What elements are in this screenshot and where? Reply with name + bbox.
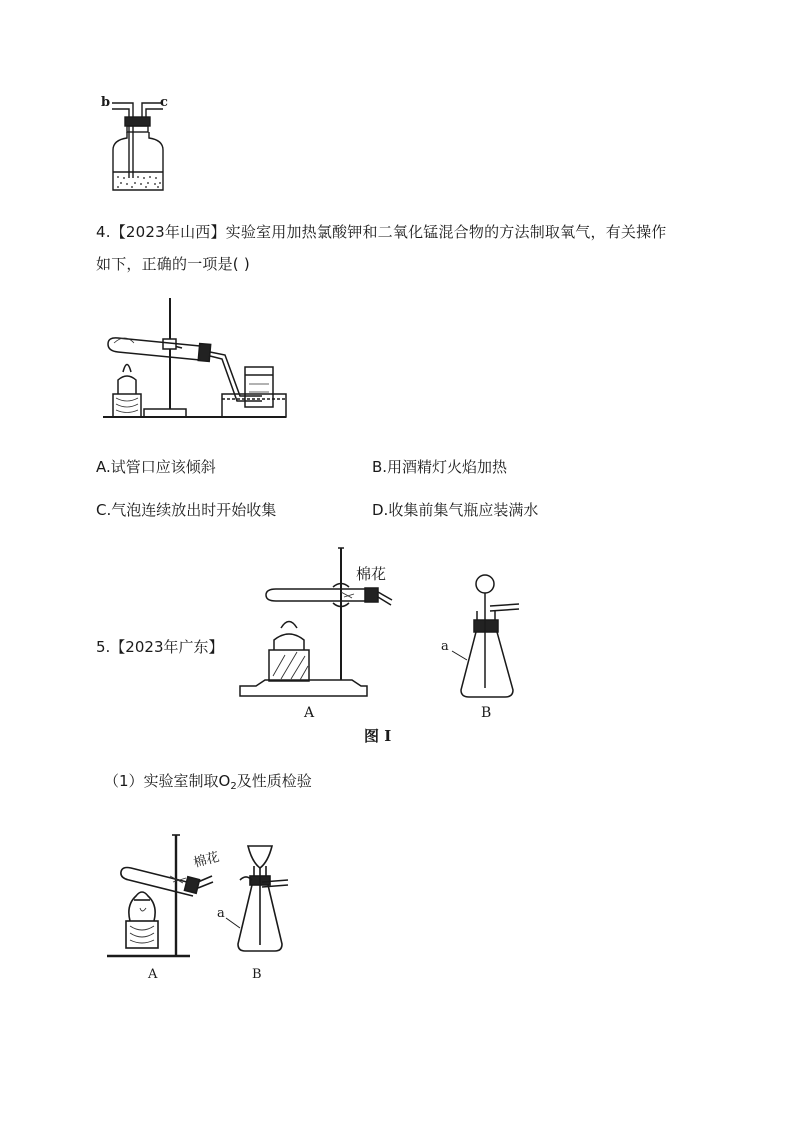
- sub-question-1-suffix: 及性质检验: [236, 772, 312, 790]
- figure-caption: 图 I: [364, 727, 392, 745]
- question-4-text-line2: 如下，正确的一项是( ): [96, 255, 250, 273]
- cotton-label: 棉花: [356, 565, 387, 583]
- option-a[interactable]: A.试管口应该倾斜: [96, 458, 216, 476]
- option-c[interactable]: C.气泡连续放出时开始收集: [96, 501, 277, 519]
- tube-label-b: b: [101, 95, 111, 110]
- option-b[interactable]: B.用酒精灯火焰加热: [372, 458, 508, 476]
- flask-label-a: a: [441, 639, 449, 654]
- caption-B-2: B: [252, 967, 262, 982]
- flask-label-a-2: a: [217, 906, 225, 921]
- sub-question-1: [104, 771, 312, 797]
- tube-label-c: c: [160, 95, 168, 110]
- caption-A: A: [304, 705, 315, 721]
- question-4-text-line1: 4.【2023年山西】实验室用加热氯酸钾和二氧化锰混合物的方法制取氧气，有关操作: [96, 223, 667, 241]
- question-5-heading: 5.【2023年广东】: [96, 638, 224, 656]
- sub-question-1-prefix: （1）实验室制取O: [104, 772, 231, 790]
- cotton-label-2: 棉花: [192, 849, 222, 872]
- caption-A-2: A: [148, 967, 158, 982]
- option-d[interactable]: D.收集前集气瓶应装满水: [372, 501, 539, 519]
- sub-question-1-subscript: 2: [230, 781, 237, 792]
- caption-B: B: [481, 705, 492, 721]
